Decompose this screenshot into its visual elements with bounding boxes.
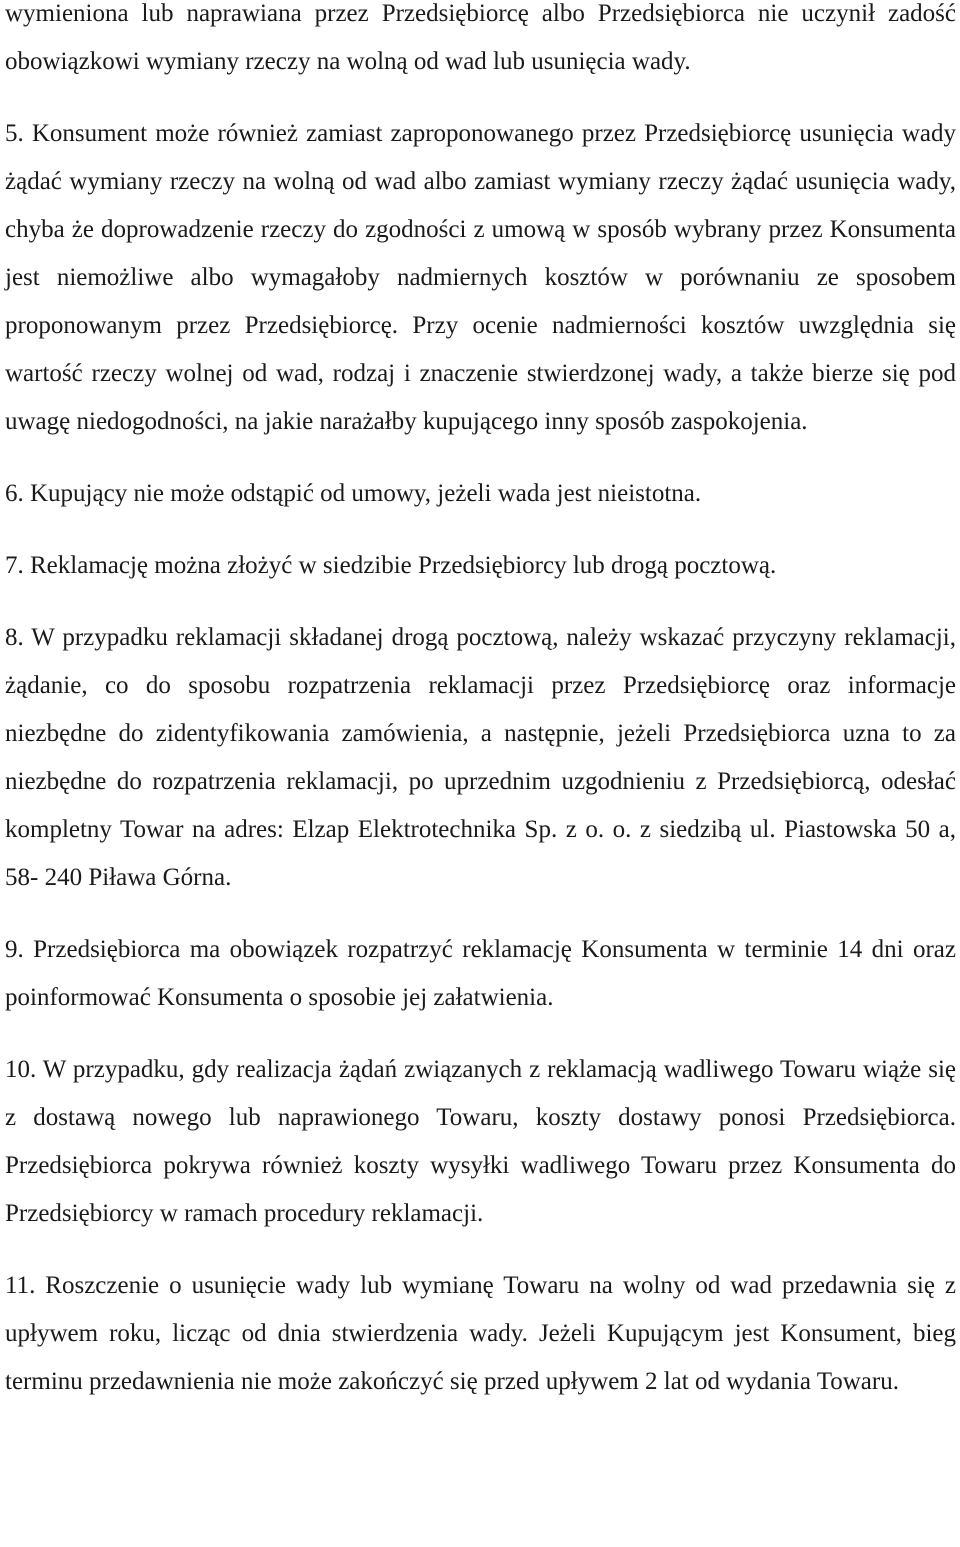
paragraph-8: 8. W przypadku reklamacji składanej drogą pocztową, należy wskazać przyczyny reklamacji, żądanie, co do sposobu rozpatrzenia reklamacji przez Przedsiębiorcę oraz informacje niezbędne do zidentyfikowania zamówienia, a następnie, jeżeli Przedsiębiorca uzna to za niezbędne do rozpatrzenia reklamacji, po uprzednim uzgodnieniu z Przedsiębiorcą, odesłać kompletny Towar na adres: Elzap Elektrotechnika Sp. z o. o. z siedzibą ul. Piastowska 50 a, 58- 240 Piława Górna. [5,624,956,891]
paragraph-7: 7. Reklamację można złożyć w siedzibie Przedsiębiorcy lub drogą pocztową. [5,552,777,579]
paragraph-9: 9. Przedsiębiorca ma obowiązek rozpatrzyć reklamację Konsumenta w terminie 14 dni oraz poinformować Konsumenta o sposobie jej załatwienia. [5,936,956,1011]
paragraph-5: 5. Konsument może również zamiast zaproponowanego przez Przedsiębiorcę usunięcia wady żądać wymiany rzeczy na wolną od wad albo zamiast wymiany rzeczy żądać usunięcia wady, chyba że doprowadzenie rzeczy do zgodności z umową w sposób wybrany przez Konsumenta jest niemożliwe albo wymagałoby nadmiernych kosztów w porównaniu ze sposobem proponowanym przez Przedsiębiorcę. Przy ocenie nadmierności kosztów uwzględnia się wartość rzeczy wolnej od wad, rodzaj i znaczenie stwierdzonej wady, a także bierze się pod uwagę niedogodności, na jakie narażałby kupującego inny sposób zaspokojenia. [5,120,956,435]
paragraph-continuation: wymieniona lub naprawiana przez Przedsiębiorcę albo Przedsiębiorca nie uczynił zadość obowiązkowi wymiany rzeczy na wolną od wad lub usunięcia wady. [5,0,956,75]
paragraph-6: 6. Kupujący nie może odstąpić od umowy, jeżeli wada jest nieistotna. [5,480,702,507]
paragraph-10: 10. W przypadku, gdy realizacja żądań związanych z reklamacją wadliwego Towaru wiąże się z dostawą nowego lub naprawionego Towaru, koszty dostawy ponosi Przedsiębiorca. Przedsiębiorca pokrywa również koszty wysyłki wadliwego Towaru przez Konsumenta do Przedsiębiorcy w ramach procedury reklamacji. [5,1056,956,1227]
paragraph-11: 11. Roszczenie o usunięcie wady lub wymianę Towaru na wolny od wad przedawnia się z upływem roku, licząc od dnia stwierdzenia wady. Jeżeli Kupującym jest Konsument, bieg terminu przedawnienia nie może zakończyć się przed upływem 2 lat od wydania Towaru. [5,1272,956,1395]
